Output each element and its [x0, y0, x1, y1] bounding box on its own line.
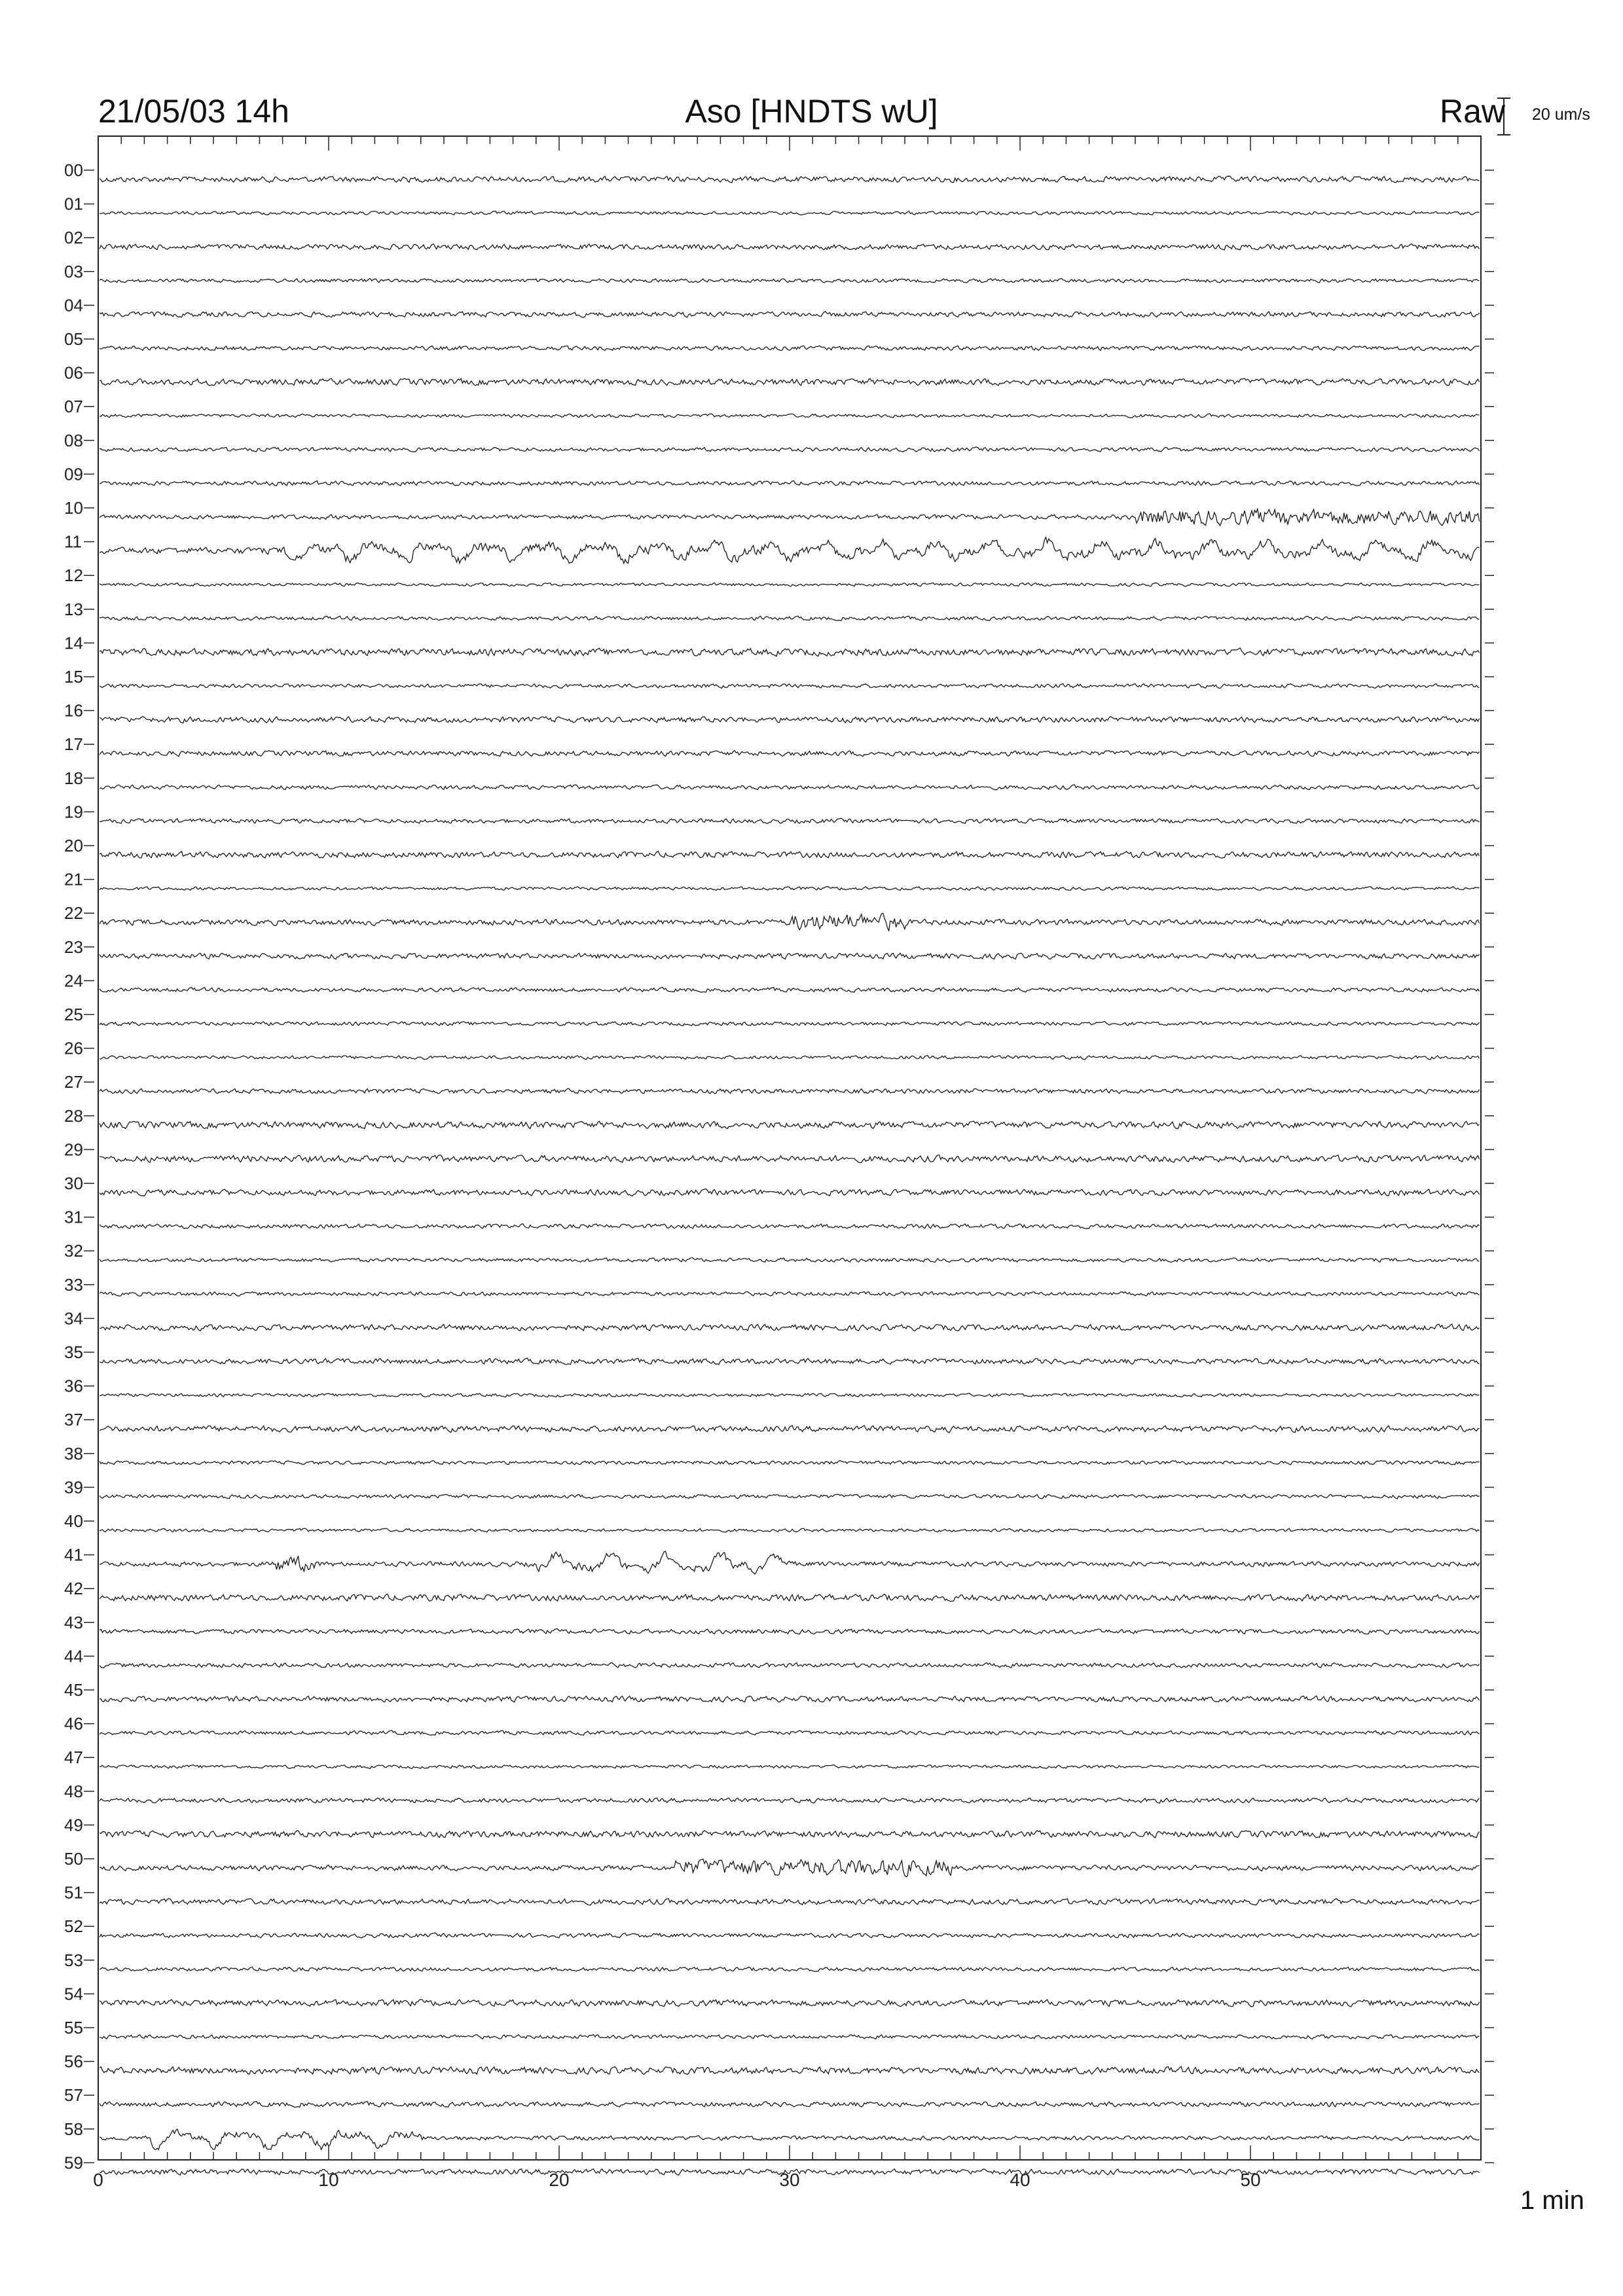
trace-row-16 — [100, 717, 1480, 723]
trace-row-22 — [100, 913, 1480, 931]
trace-row-51 — [100, 1899, 1480, 1905]
trace-row-30 — [100, 1189, 1480, 1196]
row-label: 55 — [64, 2018, 83, 2037]
row-label: 30 — [64, 1174, 83, 1193]
trace-row-06 — [100, 378, 1480, 386]
row-label: 18 — [64, 768, 83, 788]
trace-row-35 — [100, 1358, 1480, 1365]
trace-row-19 — [100, 818, 1480, 823]
row-label: 03 — [64, 261, 83, 281]
row-label: 21 — [64, 869, 83, 889]
row-label: 38 — [64, 1443, 83, 1463]
chart-title: Aso [HNDTS wU] — [685, 93, 938, 130]
trace-row-14 — [100, 648, 1480, 656]
row-label: 12 — [64, 565, 83, 586]
row-label: 37 — [64, 1410, 83, 1430]
x-tick-label-layer — [93, 2170, 1260, 2190]
row-label: 41 — [64, 1545, 83, 1565]
trace-row-40 — [100, 1528, 1480, 1532]
trace-layer — [100, 176, 1480, 2175]
row-label: 11 — [64, 531, 82, 552]
row-label: 57 — [64, 2085, 83, 2106]
row-label: 40 — [64, 1511, 83, 1531]
trace-row-17 — [100, 751, 1480, 757]
trace-row-03 — [100, 279, 1480, 283]
row-label: 00 — [64, 160, 83, 180]
row-label: 22 — [64, 903, 83, 924]
trace-row-55 — [100, 2035, 1480, 2039]
amplitude-scale-label: 20 um/s — [1532, 105, 1590, 124]
trace-row-53 — [100, 1967, 1480, 1971]
trace-row-04 — [100, 312, 1480, 317]
trace-row-26 — [100, 1056, 1480, 1060]
trace-row-28 — [100, 1121, 1480, 1128]
trace-row-46 — [100, 1731, 1480, 1735]
row-label: 43 — [64, 1612, 83, 1632]
row-label: 17 — [64, 734, 83, 755]
row-label: 27 — [64, 1072, 83, 1092]
row-label: 39 — [64, 1477, 83, 1498]
row-label: 53 — [64, 1950, 83, 1970]
trace-row-36 — [100, 1393, 1480, 1397]
trace-row-31 — [100, 1224, 1480, 1229]
row-label: 04 — [64, 295, 83, 315]
row-label: 14 — [64, 633, 83, 653]
trace-row-12 — [100, 583, 1480, 586]
row-label: 16 — [64, 700, 83, 721]
row-label: 35 — [64, 1342, 83, 1362]
trace-row-21 — [100, 887, 1480, 891]
row-label: 05 — [64, 329, 83, 349]
row-label: 10 — [64, 498, 83, 518]
trace-row-44 — [100, 1663, 1480, 1668]
trace-row-50 — [100, 1859, 1480, 1876]
trace-row-45 — [100, 1696, 1480, 1702]
row-label: 24 — [64, 971, 83, 991]
row-label: 58 — [64, 2119, 83, 2139]
row-label: 42 — [64, 1579, 83, 1599]
row-label: 47 — [64, 1748, 83, 1768]
trace-row-18 — [100, 785, 1480, 790]
trace-row-52 — [100, 1933, 1480, 1938]
x-tick-label: 20 — [549, 2170, 570, 2190]
trace-row-23 — [100, 953, 1480, 959]
trace-row-41 — [100, 1551, 1480, 1574]
trace-row-48 — [100, 1798, 1480, 1803]
date-hour-label: 21/05/03 14h — [98, 93, 289, 130]
row-label: 31 — [64, 1207, 83, 1227]
trace-row-42 — [100, 1594, 1480, 1602]
trace-row-01 — [100, 211, 1480, 215]
row-label: 25 — [64, 1005, 83, 1024]
x-tick-label: 30 — [779, 2170, 800, 2190]
trace-row-20 — [100, 852, 1480, 858]
trace-row-39 — [100, 1494, 1480, 1499]
trace-row-07 — [100, 414, 1480, 418]
trace-row-33 — [100, 1292, 1480, 1297]
row-label: 50 — [64, 1849, 83, 1869]
row-label: 52 — [64, 1916, 83, 1937]
row-label: 46 — [64, 1713, 83, 1734]
trace-row-00 — [100, 176, 1480, 183]
trace-row-32 — [100, 1258, 1480, 1263]
x-tick-label: 0 — [93, 2170, 103, 2190]
row-label: 45 — [64, 1680, 83, 1700]
trace-row-49 — [100, 1831, 1480, 1838]
row-label: 29 — [64, 1139, 83, 1160]
plot-frame — [98, 136, 1481, 2160]
row-label: 54 — [64, 1984, 83, 2004]
row-label: 51 — [64, 1882, 83, 1903]
row-label: 15 — [64, 667, 83, 687]
trace-row-57 — [100, 2102, 1480, 2108]
trace-row-02 — [100, 244, 1480, 250]
trace-row-54 — [100, 2000, 1480, 2007]
row-label: 48 — [64, 1781, 83, 1801]
trace-row-08 — [100, 447, 1480, 452]
row-label: 49 — [64, 1815, 83, 1835]
row-label: 36 — [64, 1376, 83, 1396]
trace-row-43 — [100, 1629, 1480, 1634]
trace-row-38 — [100, 1461, 1480, 1465]
row-label: 59 — [64, 2153, 83, 2173]
mode-label: Raw — [1439, 93, 1505, 130]
row-label: 34 — [64, 1308, 83, 1329]
x-tick-label: 10 — [318, 2170, 339, 2190]
trace-row-15 — [100, 684, 1480, 689]
tick-layer — [84, 136, 1494, 2162]
row-label: 13 — [64, 599, 83, 619]
row-label: 33 — [64, 1274, 83, 1295]
trace-row-29 — [100, 1155, 1480, 1163]
row-label: 01 — [64, 194, 83, 214]
trace-row-05 — [100, 346, 1480, 350]
row-label: 19 — [64, 802, 83, 822]
trace-row-27 — [100, 1088, 1480, 1094]
row-label-layer — [64, 160, 83, 2172]
trace-row-34 — [100, 1324, 1480, 1331]
row-label: 56 — [64, 2051, 83, 2072]
row-label: 20 — [64, 836, 83, 855]
row-label: 06 — [64, 363, 83, 383]
row-label: 02 — [64, 228, 83, 248]
row-label: 44 — [64, 1646, 83, 1666]
row-label: 09 — [64, 464, 83, 484]
row-label: 32 — [64, 1241, 83, 1261]
trace-row-11 — [100, 537, 1480, 564]
trace-row-10 — [100, 509, 1480, 526]
trace-row-47 — [100, 1765, 1480, 1768]
x-tick-label: 40 — [1010, 2170, 1030, 2190]
trace-row-09 — [100, 481, 1480, 486]
row-label: 08 — [64, 430, 83, 450]
row-label: 23 — [64, 937, 83, 957]
trace-row-56 — [100, 2067, 1480, 2075]
row-label: 26 — [64, 1038, 83, 1058]
row-label: 28 — [64, 1105, 83, 1126]
x-unit-label: 1 min — [1520, 2186, 1584, 2215]
trace-row-13 — [100, 616, 1480, 620]
x-tick-label: 50 — [1240, 2170, 1261, 2190]
trace-row-25 — [100, 1022, 1480, 1026]
trace-row-37 — [100, 1426, 1480, 1433]
trace-row-24 — [100, 988, 1480, 993]
row-label: 07 — [64, 397, 83, 417]
